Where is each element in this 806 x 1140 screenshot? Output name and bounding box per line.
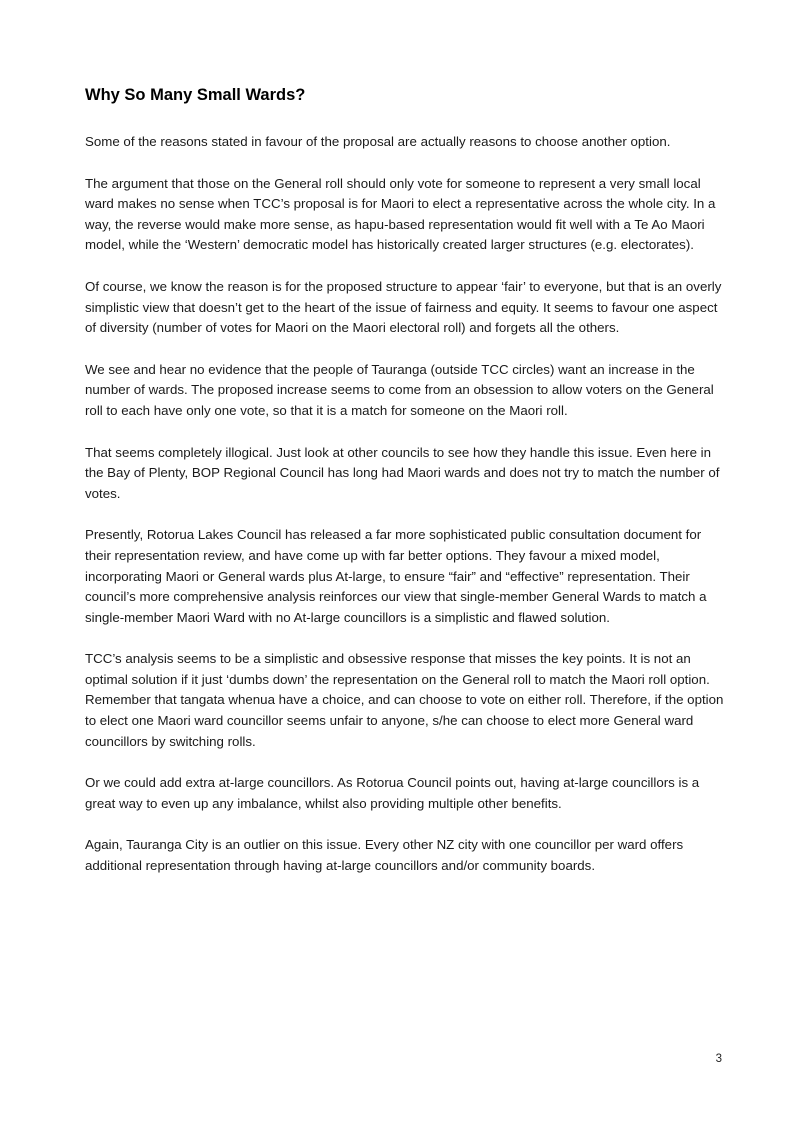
- paragraph-8: Or we could add extra at-large councillors. As Rotorua Council points out, having at-large councillors is a great way to even up any imbalance, whilst also providing multiple other benefits.: [85, 775, 700, 811]
- paragraph-4: We see and hear no evidence that the people of Tauranga (outside TCC circles) want an increase in the number of wards. The proposed increase seems to come from an obsession to allow voters on the General roll to each have only one vote, so that it is a match for someone on the Maori roll.: [85, 361, 714, 418]
- paragraph-1: Some of the reasons stated in favour of the proposal are actually reasons to choose another option.: [85, 134, 671, 149]
- paragraph-9: Again, Tauranga City is an outlier on this issue. Every other NZ city with one councillor per ward offers additional representation through having at-large councillors and/or community boards.: [85, 837, 684, 874]
- page-number: 3: [715, 1053, 722, 1065]
- section-heading: Why So Many Small Wards?: [85, 86, 306, 104]
- document-body: [85, 84, 725, 898]
- paragraph-7: TCC’s analysis seems to be a simplistic and obsessive response that misses the key points. It is not an optimal solution if it just ‘dumbs down’ the representation on the General roll to match the Maori roll option. Remember that tangata whenua have a choice, and can choose to vote on either roll. Therefore, if the option to elect one Maori ward councillor seems unfair to anyone, s/he can choose to elect more General ward councillors by switching rolls.: [85, 651, 724, 749]
- paragraph-5: That seems completely illogical. Just look at other councils to see how they handle this issue. Even here in the Bay of Plenty, BOP Regional Council has long had Maori wards and does not try to match the number of votes.: [85, 444, 720, 501]
- paragraph-2: The argument that those on the General roll should only vote for someone to represent a very small local ward makes no sense when TCC’s proposal is for Maori to elect a representative across the whole city. In a way, the reverse would make more sense, as hapu-based representation would fit well with a Te Ao Maori model, while the ‘Western’ democratic model has historically created larger structures (e.g. electorates).: [85, 175, 716, 253]
- paragraph-3: Of course, we know the reason is for the proposed structure to appear ‘fair’ to everyone, but that is an overly simplistic view that doesn’t get to the heart of the issue of fairness and equity. It seems to favour one aspect of diversity (number of votes for Maori on the Maori electoral roll) and forgets all the others.: [85, 278, 722, 336]
- paragraph-6: Presently, Rotorua Lakes Council has released a far more sophisticated public consultation document for their representation review, and have come up with far better options. They favour a mixed model, incorporating Maori or General wards plus At-large, to ensure “fair” and “effective” representation. Their council’s more comprehensive analysis reinforces our view that single-member General Wards to match a single-member Maori Ward with no At-large councillors is a simplistic and flawed solution.: [85, 527, 707, 625]
